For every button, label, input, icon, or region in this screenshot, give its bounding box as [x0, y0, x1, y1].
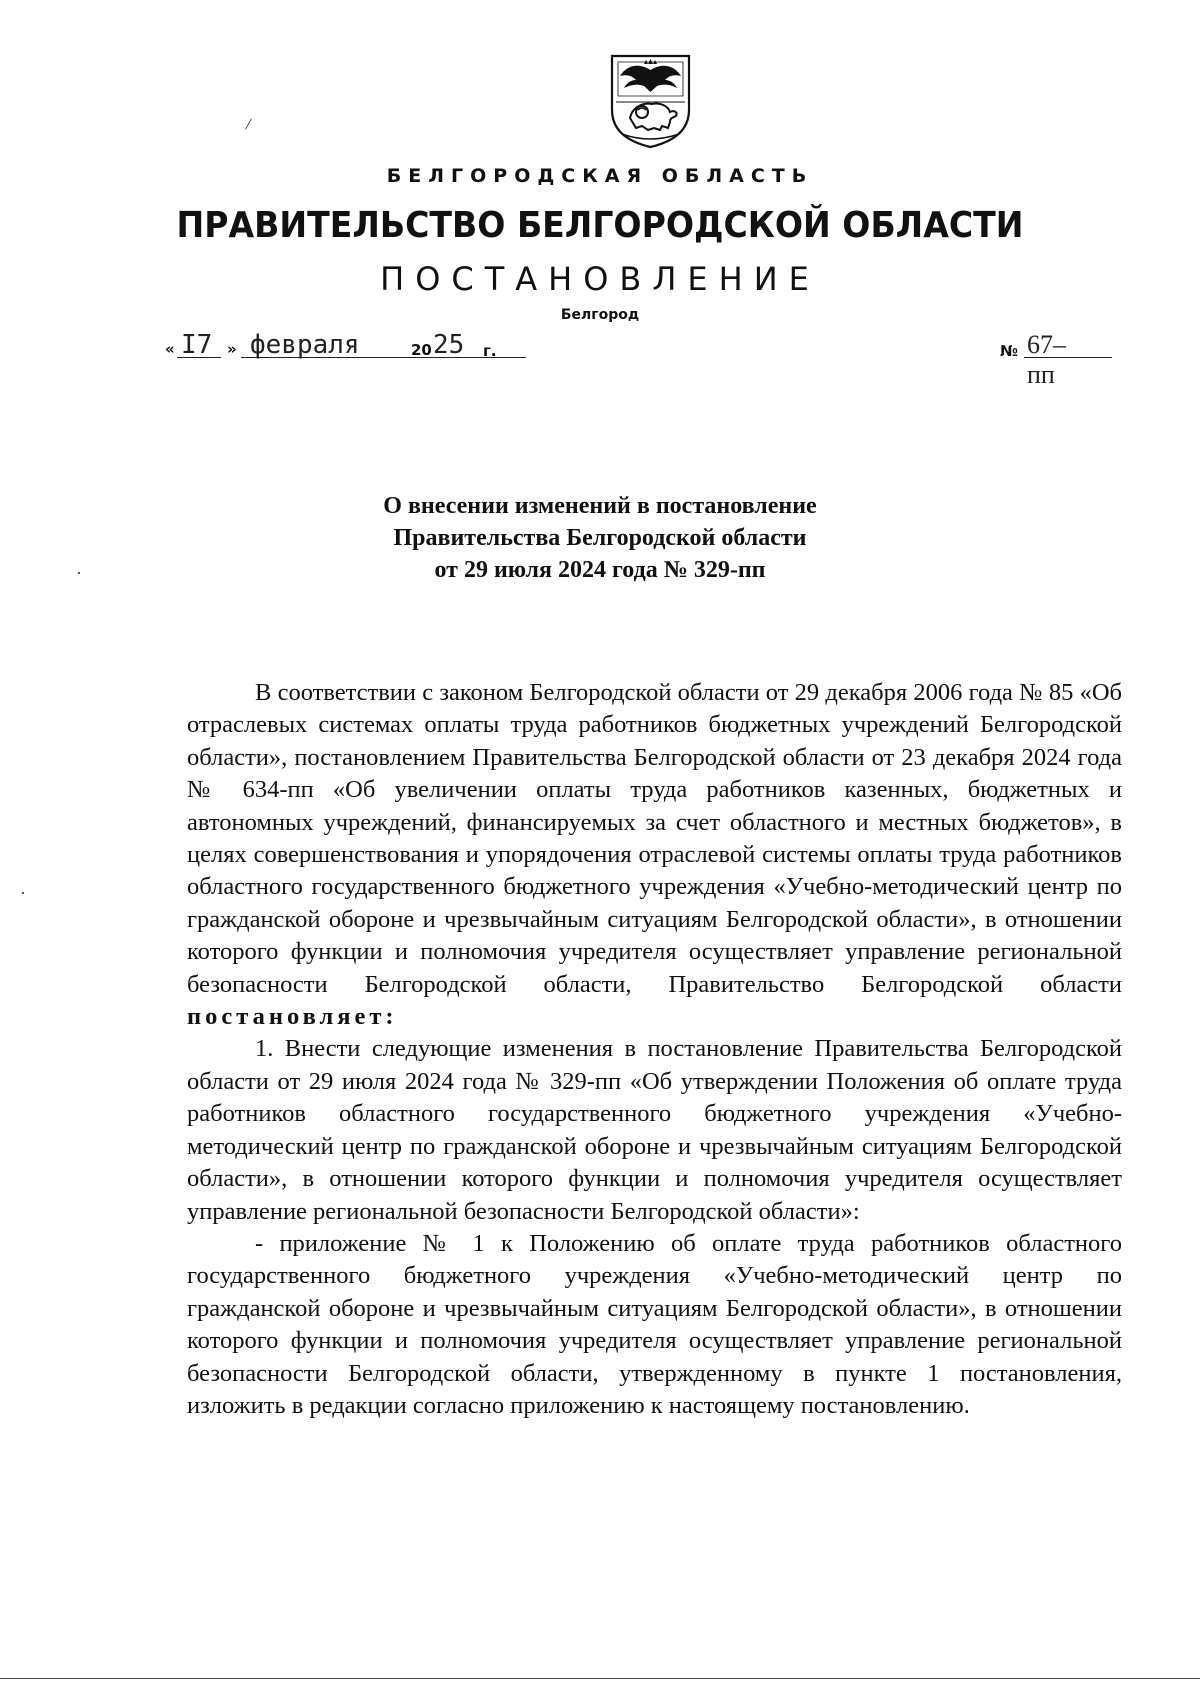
title-line-1: О внесении изменений в постановление [383, 493, 817, 519]
title-line-3: от 29 июля 2024 года № 329-пп [434, 557, 766, 583]
preamble-text: В соответствии с законом Белгородской области от 29 декабря 2006 года № 85 «Об отраслевых системах оплаты труда работников бюджетных учреждений Белгородской области», постановлением Правительства Белгородской области от 23 декабря 2024 года № 634-пп «Об увеличении оплаты труда работников казенных, бюджетных и автономных учреждений, финансируемых за счет областного и местных бюджетов», в целях совершенствования и упорядочения отраслевой системы оплаты труда работников областного государственного бюджетного учреждения «Учебно-методический центр по гражданской обороне и чрезвычайным ситуациям Белгородской области», в отношении которого функции и полномочия учредителя осуществляет управление региональной безопасности Белгородской области, Правительство Белгородской области [187, 679, 1122, 998]
date-year: 25 [433, 330, 465, 360]
document-type: ПОСТАНОВЛЕНИЕ [380, 260, 820, 298]
number-underline [1024, 357, 1112, 358]
coat-of-arms-emblem [608, 52, 693, 150]
paragraph-preamble [187, 677, 1122, 1033]
quote-close: » [227, 340, 237, 358]
number-value: 67–пп [1027, 330, 1066, 389]
title-line-2: Правительства Белгородской области [393, 525, 807, 551]
document-body [187, 677, 1122, 1422]
quote-open: « [165, 340, 175, 358]
year-underline [413, 357, 491, 358]
number-sign: № [1000, 342, 1019, 360]
scan-speck [22, 892, 24, 894]
document-title [0, 490, 1200, 586]
government-name: ПРАВИТЕЛЬСТВО БЕЛГОРОДСКОЙ ОБЛАСТИ [176, 205, 1024, 246]
date-month: февраля [250, 330, 360, 360]
city-name: Белгород [560, 307, 640, 323]
region-name: БЕЛГОРОДСКАЯ ОБЛАСТЬ [386, 165, 814, 187]
year-prefix: 20 [411, 341, 432, 359]
resolves-emphasis: постановляет: [187, 1003, 398, 1031]
scan-speck [78, 572, 80, 574]
year-abbreviation: г. [483, 342, 497, 360]
paragraph-item-1: 1. Внести следующие изменения в постановление Правительства Белгородской области от 29 июля 2024 года № 329-пп «Об утверждении Положения об оплате труда работников областного государственного бюджетного учреждения «Учебно-методический центр по гражданской обороне и чрезвычайным ситуациям Белгородской области», в отношении которого функции и полномочия учредителя осуществляет управление региональной безопасности Белгородской области»: [187, 1035, 1122, 1225]
paragraph-subitem: - приложение № 1 к Положению об оплате труда работников областного государственного бюджетного учреждения «Учебно-методический центр по гражданской обороне и чрезвычайным ситуациям Белгородской области», в отношении которого функции и полномочия учредителя осуществляет управление региональной безопасности Белгородской области, утвержденному в пункте 1 постановления, изложить в редакции согласно приложению к настоящему постановлению. [187, 1229, 1122, 1419]
scan-speck [245, 119, 252, 130]
date-day: I7 [181, 330, 213, 360]
day-underline [177, 357, 221, 358]
scan-edge-line [0, 1678, 1200, 1679]
